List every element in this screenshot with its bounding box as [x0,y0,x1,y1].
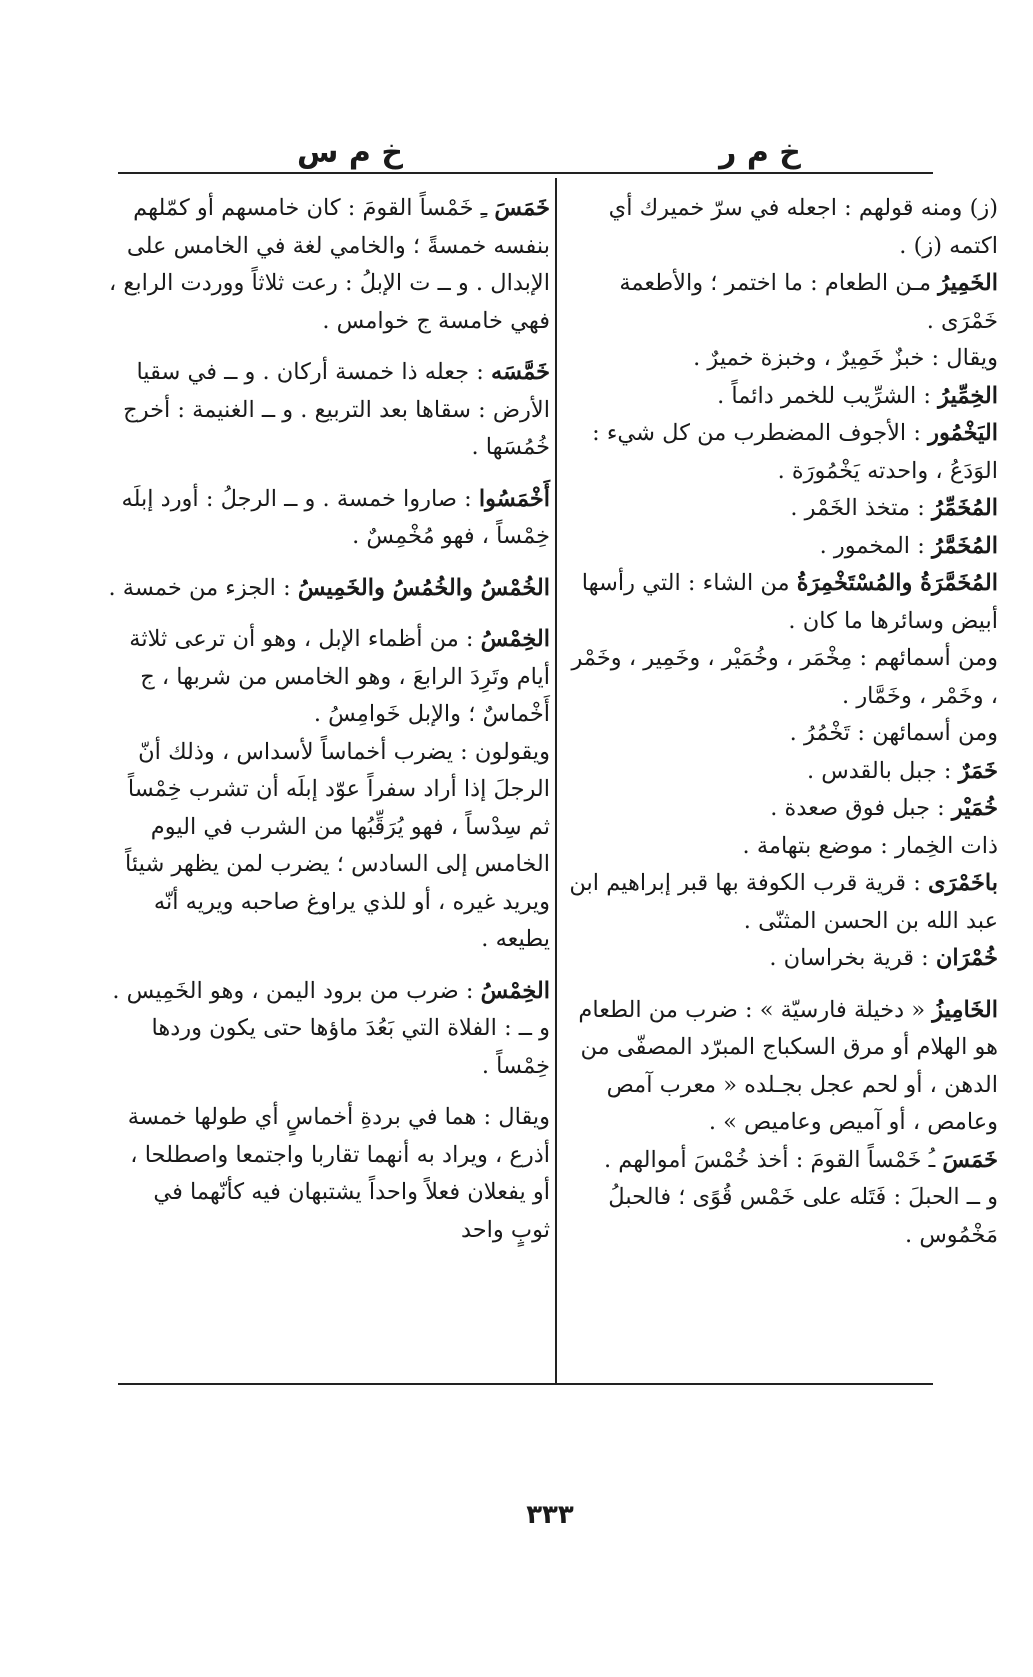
entry-headword: المُخَمَّرَةُ والمُسْتَخْمِرَةُ [796,570,998,596]
dictionary-entry [563,865,998,940]
entry-headword: خُمْرَان [935,945,998,971]
dictionary-entry [563,415,998,490]
dictionary-entry [563,992,998,1142]
dictionary-entry [563,190,998,265]
dictionary-entry [563,640,998,715]
dictionary-entry [563,790,998,828]
entry-headword: خَمَسَ [494,195,550,221]
dictionary-entry [563,490,998,528]
entry-definition: : جعله ذا خمسة أركان . و ــ في سقيا الأرض : سقاها بعد التربيع . و ــ الغنيمة : أخرج خُمُسَها . [123,359,550,460]
entry-headword: باخَمْرَى [927,870,998,896]
entry-definition: ومن أسمائهم : مِخْمَر ، وخُمَيْر ، وخَمِير ، وخَمْر ، وخَمْر ، وخَمَّار . [571,645,998,709]
entry-definition: : جبل بالقدس . [806,757,959,784]
entry-definition: ويقال : خبزٌ خَمِيرٌ ، وخبزة خميرٌ . [693,345,998,371]
dictionary-entry [563,1179,998,1254]
dictionary-entry [563,753,998,791]
left-column [108,190,550,1249]
left-column-root-header: خ م س [297,135,403,170]
entry-definition: (ز) ومنه قولهم : اجعله في سرّ خميرك أي اكتمه (ز) . [608,195,998,259]
dictionary-entry [108,1099,550,1249]
dictionary-entry [108,973,550,1086]
right-column-root-header: خ م ر [719,135,801,170]
dictionary-entry [563,1142,998,1180]
entry-headword: الخِمِّيرُ [938,382,998,409]
entry-headword: الخِمْسُ [480,977,550,1004]
entry-headword: أَخْمَسُوا [478,485,550,512]
dictionary-entry [563,528,998,566]
footer-rule [118,1383,933,1385]
entry-definition: : المخمور . [819,532,932,559]
entry-headword: خَمَرٌ [958,757,998,784]
dictionary-entry [108,570,550,608]
dictionary-entry [563,378,998,416]
column-divider [555,178,557,1383]
entry-definition: ومن أسمائهن : تَخْمُرُ . [789,720,998,746]
entry-headword: خُمَيْر [951,795,998,821]
entry-definition: : من أظماء الإبل ، وهو أن ترعى ثلاثة أيام وتَرِدَ الرابعَ ، وهو الخامس من شربها ، ج أَخْماسٌ ؛ والإبل خَوامِسُ . [129,626,550,727]
entry-definition: ـِ خَمْساً القومَ : كان خامسهم أو كمّلهم بنفسه خمسةً ؛ والخامي لغة في الخامس على الإبدال . و ــ ت الإبلُ : رعت ثلاثاً ووردت الرابع ، فهي خامسة ج خوامس . [108,195,550,334]
entry-definition: : جبل فوق صعدة . [770,795,952,821]
entry-definition: ويقولون : يضرب أخماساً لأسداس ، وذلك أنّ الرجلَ إذا أراد سفراً عوّد إبلَه أن تشرب خِمْساً ثم سِدْساً ، فهو يُرَقِّبُها من الشرب في اليوم الخامس إلى السادس ؛ يضرب لمن يظهر شيئاً ويريد غيره ، أو للذي يراوغ صاحبه ويريه أنّه يطيعه . [125,738,550,952]
entry-headword: المُخَمِّرُ [931,495,998,521]
page-number: ٣٣٣ [526,1500,574,1530]
entry-headword: الخَمِيرُ [938,270,998,296]
header-rule [118,172,933,174]
entry-definition: مـن الطعام : ما اختمر ؛ والأطعمة خَمْرَى . [619,270,998,334]
entry-definition: من الشاء : التي رأسها أبيض وسائرها ما كان . [581,570,998,634]
entry-headword: المُخَمَّرُ [931,532,998,559]
dictionary-entry [108,354,550,467]
entry-definition: ويقال : هما في بردةِ أخماسٍ أي طولها خمسة أذرع ، ويراد به أنهما تقاربا واجتمعا واصطلحا ، أو يفعلان فعلاً واحداً يشتبهان فيه كأنّهما في ثوبٍ واحد [127,1104,550,1243]
entry-headword: الخُمْسُ والخُمُسُ والخَمِيسُ [297,574,550,601]
entry-definition: : ضرب من برود اليمن ، وهو الخَمِيس . و ــ : الفلاة التي بَعُدَ ماؤها حتى يكون وردها خِمْساً . [112,977,550,1079]
entry-definition: « دخيلة فارسيّة » : ضرب من الطعام هو الهلام أو مرق السكباج المبرّد المصفّى من الدهن ، أو لحم عجل بجـلده « معرب آمص وعامص ، أو آميص وعاميص » . [578,996,998,1135]
entry-definition: : صاروا خمسة . و ــ الرجلُ : أورد إبلَه خِمْساً ، فهو مُخْمِسٌ . [121,485,550,549]
entry-definition: ـُ خَمْساً القومَ : أخذ خُمْسَ أموالهم . [604,1146,943,1173]
dictionary-entry [563,340,998,378]
dictionary-entry [108,190,550,340]
entry-definition: : الجزء من خمسة . [108,574,298,601]
dictionary-entry [563,940,998,978]
dictionary-entry [563,265,998,340]
right-column [563,190,998,1254]
entry-headword: اليَخْمُور [928,420,998,446]
entry-definition: ذات الخِمار : موضع بتهامة . [742,832,998,859]
entry-definition: : الشرِّيب للخمر دائماً . [717,382,939,409]
dictionary-entry [108,734,550,959]
entry-headword: خَمَسَ [942,1146,998,1173]
entry-definition: : الأجوف المضطرب من كل شيء : الوَدَعُ ، واحدته يَخْمُورَة . [592,420,998,484]
entry-headword: الخِمْسُ [480,626,550,652]
dictionary-entry [563,565,998,640]
dictionary-entry [563,715,998,753]
dictionary-entry [108,621,550,734]
dictionary-entry [563,828,998,866]
entry-headword: خَمَّسَه [490,359,550,385]
entry-headword: الخَامِيزُ [932,996,998,1023]
entry-definition: : قرية بخراسان . [769,945,936,971]
entry-definition: : قرية قرب الكوفة بها قبر إبراهيم ابن عبد الله بن الحسن المثنّى . [569,870,998,934]
entry-definition: : متخذ الخَمْر . [790,495,932,521]
entry-definition: و ــ الحبلَ : فَتَله على خَمْس قُوًى ؛ فالحبلُ مَخْمُوس . [608,1184,998,1248]
dictionary-entry [108,481,550,556]
